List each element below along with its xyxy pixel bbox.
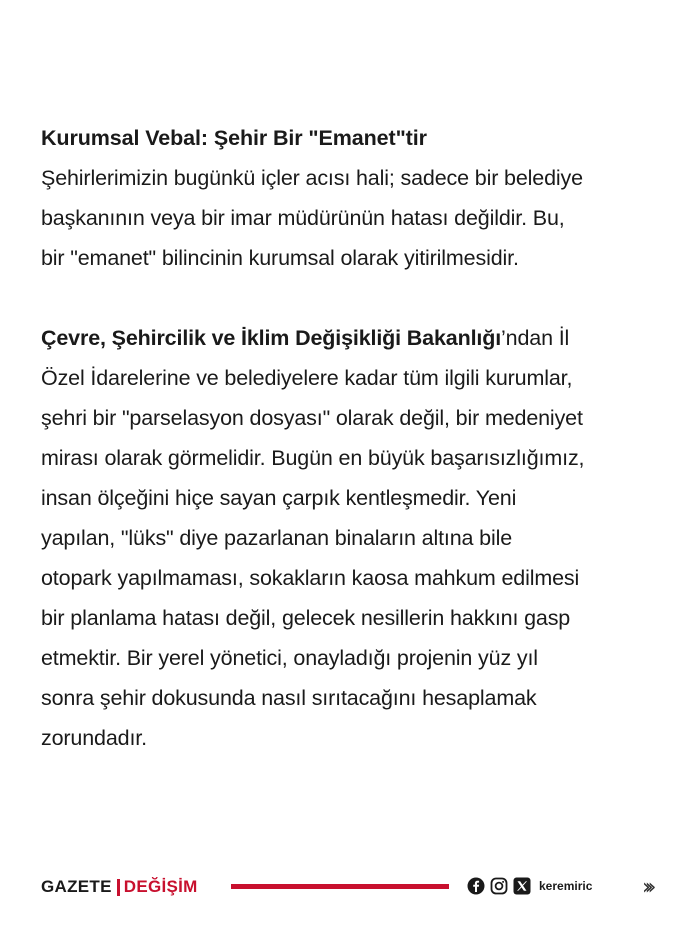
paragraph-gap — [41, 278, 681, 318]
logo-text-gazete: GAZETE — [41, 877, 112, 896]
paragraph-line: başkanının veya bir imar müdürünün hatası değildir. Bu, — [41, 206, 565, 230]
social-links — [467, 877, 592, 895]
paragraph-line: sonra şehir dokusunda nasıl sırıtacağını hesaplamak — [41, 686, 537, 710]
paragraph-line: zorundadır. — [41, 726, 147, 750]
paragraph-line: yapılan, "lüks" diye pazarlanan binaların altına bile — [41, 526, 513, 550]
lead-continuation: ’ndan İl — [501, 326, 570, 350]
section-heading: Kurumsal Vebal: Şehir Bir "Emanet"tir — [41, 126, 427, 150]
brand-logo[interactable] — [41, 877, 198, 897]
paragraph-line: etmektir. Bir yerel yönetici, onayladığı projenin yüz yıl — [41, 646, 538, 670]
paragraph-line: Özel İdarelerine ve belediyelere kadar tüm ilgili kurumlar, — [41, 366, 573, 390]
paragraph-line: insan ölçeğini hiçe sayan çarpık kentleşmedir. Yeni — [41, 486, 517, 510]
article-body — [41, 118, 681, 758]
paragraph-line: Şehirlerimizin bugünkü içler acısı hali; sadece bir belediye — [41, 166, 583, 190]
facebook-icon[interactable] — [467, 877, 485, 895]
paragraph-line: bir "emanet" bilincinin kurumsal olarak yitirilmesidir. — [41, 246, 519, 270]
paragraph-line: mirası olarak görmelidir. Bugün en büyük başarısızlığımız, — [41, 446, 585, 470]
social-handle: keremiric — [539, 879, 593, 893]
logo-text-degisim: DEĞİŞİM — [123, 877, 198, 896]
paragraph-line: otopark yapılmaması, sokakların kaosa mahkum edilmesi — [41, 566, 580, 590]
footer-bar — [41, 872, 700, 902]
x-icon[interactable] — [513, 877, 531, 895]
brand-divider-bar — [231, 884, 449, 889]
paragraph-lead-line — [41, 318, 681, 358]
ministry-name: Çevre, Şehircilik ve İklim Değişikliği Bakanlığı — [41, 326, 502, 350]
paragraph-line: bir planlama hatası değil, gelecek nesillerin hakkını gasp — [41, 606, 571, 630]
next-arrows-icon[interactable]: ››› — [642, 875, 651, 900]
paragraph-line: şehri bir "parselasyon dosyası" olarak değil, bir medeniyet — [41, 406, 583, 430]
logo-separator — [117, 879, 120, 896]
instagram-icon[interactable] — [490, 877, 508, 895]
